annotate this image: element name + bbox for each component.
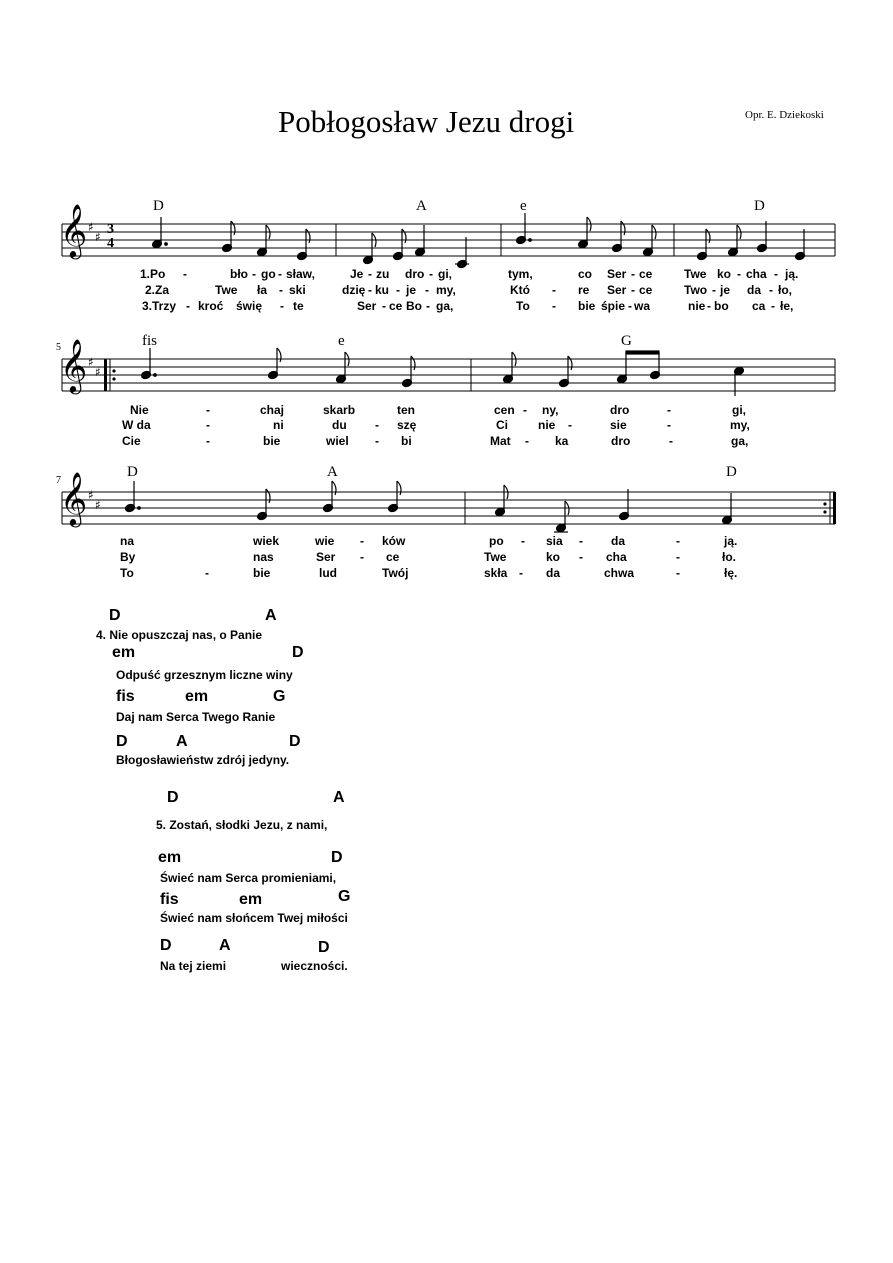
chord-symbol: em: [239, 891, 263, 908]
lyric-syllable: ka: [555, 434, 569, 448]
lyric-syllable: te: [293, 299, 304, 313]
sharp-icon: ♯: [88, 488, 94, 502]
lyric-syllable: Cie: [122, 434, 141, 448]
lyric-syllable: Je: [350, 267, 364, 281]
lyric-syllable: To: [120, 566, 134, 580]
lyric-syllable: ce: [386, 550, 400, 564]
lyric-hyphen: -: [579, 534, 583, 548]
lyric-syllable: ce: [639, 267, 653, 281]
lyric-hyphen: -: [429, 267, 433, 281]
lyric-syllable: wiek: [253, 534, 280, 548]
lyric-hyphen: -: [676, 550, 680, 564]
lyric-hyphen: -: [523, 403, 527, 417]
lyric-hyphen: -: [525, 434, 529, 448]
lyric-syllable: ten: [397, 403, 415, 417]
lyric-syllable: By: [120, 550, 136, 564]
chord-symbol: G: [621, 333, 632, 349]
lyric-syllable: Bo: [406, 299, 422, 313]
lyric-syllable: sław,: [286, 267, 315, 281]
chord-symbol: A: [265, 607, 277, 624]
sharp-icon: ♯: [88, 220, 94, 234]
lyric-hyphen: -: [360, 534, 364, 548]
verse-line: Świeć nam słońcem Twej miłości: [160, 911, 348, 925]
lyric-hyphen: -: [631, 283, 635, 297]
lyric-hyphen: -: [737, 267, 741, 281]
treble-clef-icon: 𝄞: [60, 203, 88, 257]
lyric-hyphen: -: [375, 434, 379, 448]
lyric-hyphen: -: [206, 403, 210, 417]
lyric-syllable: Ser: [607, 283, 627, 297]
lyric-syllable: lud: [319, 566, 337, 580]
lyric-syllable: tym,: [508, 267, 533, 281]
chord-symbol: D: [109, 607, 121, 624]
lyric-hyphen: -: [382, 299, 386, 313]
bar-lines: [62, 224, 835, 524]
lyric-hyphen: -: [568, 418, 572, 432]
lyric-syllable: dro: [611, 434, 631, 448]
lyric-hyphen: -: [667, 418, 671, 432]
sharp-icon: ♯: [95, 498, 101, 512]
treble-clef-icon: 𝄞: [60, 338, 88, 392]
lyric-hyphen: -: [631, 267, 635, 281]
lyric-syllable: ła: [257, 283, 268, 297]
verse-line: Błogosławieństw zdrój jedyny.: [116, 753, 290, 767]
lyric-syllable: chwa: [604, 566, 635, 580]
lyric-syllable: zu: [376, 267, 390, 281]
lyric-hyphen: -: [280, 299, 284, 313]
lyric-syllable: da: [747, 283, 762, 297]
lyric-syllable: ków: [382, 534, 406, 548]
lyric-syllable: nas: [253, 550, 274, 564]
chord-symbol: D: [127, 464, 138, 480]
sharp-icon: ♯: [95, 230, 101, 244]
lyric-syllable: łę.: [724, 566, 738, 580]
lyric-hyphen: -: [707, 299, 711, 313]
lyric-syllable: 2.Za: [145, 283, 170, 297]
lyric-syllable: W da: [122, 418, 151, 432]
lyric-syllable: Twe: [484, 550, 507, 564]
lyric-hyphen: -: [774, 267, 778, 281]
chord-symbol: G: [273, 688, 286, 705]
lyric-syllable: gi,: [732, 403, 746, 417]
notes: [125, 213, 806, 533]
song-title: Pobłogosław Jezu drogi: [278, 104, 575, 139]
lyric-syllable: da: [546, 566, 561, 580]
lyric-hyphen: -: [712, 283, 716, 297]
chord-symbol: D: [331, 849, 343, 866]
lyric-syllable: skła: [484, 566, 508, 580]
chord-symbol: A: [176, 733, 188, 750]
lyric-syllable: ją.: [785, 267, 799, 281]
chord-symbol: D: [754, 198, 765, 214]
lyric-syllable: bie: [578, 299, 596, 313]
lyric-syllable: szę: [397, 418, 417, 432]
chord-symbol: D: [160, 937, 172, 954]
lyric-hyphen: -: [676, 534, 680, 548]
arranger-credit: Opr. E. Dziekoski: [745, 109, 824, 121]
lyric-hyphen: -: [426, 299, 430, 313]
lyric-hyphen: -: [552, 283, 556, 297]
chord-symbol: D: [292, 644, 304, 661]
verse-line: Świeć nam Serca promieniami,: [160, 871, 337, 885]
chord-symbol: A: [416, 198, 427, 214]
lyric-hyphen: -: [676, 566, 680, 580]
lyric-syllable: go: [261, 267, 276, 281]
lyric-syllable: da: [611, 534, 626, 548]
chord-symbol: em: [112, 644, 136, 661]
lyric-syllable: ni: [273, 418, 284, 432]
lyric-syllable: wie: [315, 534, 335, 548]
lyric-hyphen: -: [279, 283, 283, 297]
lyric-syllable: sia: [546, 534, 563, 548]
lyric-syllable: ga,: [731, 434, 749, 448]
lyric-hyphen: -: [669, 434, 673, 448]
lyric-syllable: wa: [634, 299, 651, 313]
lyric-syllable: je: [720, 283, 731, 297]
lyric-syllable: wiel: [326, 434, 349, 448]
verse-line: wieczności.: [281, 959, 348, 973]
lyric-syllable: bie: [253, 566, 271, 580]
lyric-syllable: Ser: [607, 267, 627, 281]
lyric-hyphen: -: [396, 283, 400, 297]
lyric-syllable: ce: [639, 283, 653, 297]
chord-symbol: e: [338, 333, 345, 349]
lyric-syllable: cen: [494, 403, 515, 417]
lyric-hyphen: -: [206, 418, 210, 432]
chord-symbol: D: [167, 789, 179, 806]
lyric-syllable: ce: [389, 299, 403, 313]
lyric-hyphen: -: [519, 566, 523, 580]
lyric-hyphen: -: [278, 267, 282, 281]
measure-number: 7: [56, 475, 61, 486]
lyric-syllable: je: [406, 283, 417, 297]
chord-symbol: D: [153, 198, 164, 214]
lyric-syllable: dzię: [342, 283, 366, 297]
lyric-syllable: kroć: [198, 299, 224, 313]
sharp-icon: ♯: [95, 365, 101, 379]
lyric-syllable: co: [578, 267, 593, 281]
lyric-syllable: ło.: [722, 550, 736, 564]
time-signature-bottom: 4: [107, 236, 114, 251]
lyric-syllable: To: [516, 299, 530, 313]
verse-line: 4. Nie opuszczaj nas, o Panie: [96, 628, 263, 642]
lyric-syllable: re: [578, 283, 590, 297]
lyric-hyphen: -: [206, 434, 210, 448]
lyric-syllable: skarb: [323, 403, 356, 417]
lyric-syllable: nie: [538, 418, 556, 432]
lyric-syllable: ją.: [724, 534, 738, 548]
lyric-syllable: Twój: [382, 566, 409, 580]
lyric-syllable: my,: [730, 418, 750, 432]
lyric-syllable: ko: [546, 550, 561, 564]
chord-symbol: em: [185, 688, 209, 705]
lyric-syllable: bie: [263, 434, 281, 448]
lyric-syllable: du: [332, 418, 347, 432]
lyric-syllable: 3.Trzy: [142, 299, 177, 313]
chord-symbol: fis: [160, 891, 179, 908]
measure-number: 5: [56, 342, 61, 353]
lyric-hyphen: -: [521, 534, 525, 548]
lyric-hyphen: -: [205, 566, 209, 580]
lyric-hyphen: -: [186, 299, 190, 313]
lyric-syllable: ski: [289, 283, 306, 297]
chord-symbol: A: [333, 789, 345, 806]
lyric-syllable: na: [120, 534, 135, 548]
chord-symbol: e: [520, 198, 527, 214]
lyric-syllable: nie: [688, 299, 706, 313]
lyric-syllable: Mat: [490, 434, 511, 448]
lyric-syllable: świę: [236, 299, 263, 313]
lyric-hyphen: -: [183, 267, 187, 281]
sharp-icon: ♯: [88, 355, 94, 369]
lyric-syllable: ga,: [436, 299, 454, 313]
chord-symbol: em: [158, 849, 182, 866]
lyric-hyphen: -: [628, 299, 632, 313]
lyric-syllable: Ci: [496, 418, 508, 432]
lyric-hyphen: -: [667, 403, 671, 417]
lyric-syllable: bi: [401, 434, 412, 448]
lyric-hyphen: -: [252, 267, 256, 281]
lyric-hyphen: -: [368, 267, 372, 281]
lyric-hyphen: -: [368, 283, 372, 297]
lyric-syllable: bło: [230, 267, 248, 281]
lyric-syllable: gi,: [438, 267, 452, 281]
lyric-syllable: bo: [714, 299, 729, 313]
lyric-hyphen: -: [771, 299, 775, 313]
chord-symbol: fis: [142, 333, 157, 349]
lyric-syllable: ło,: [778, 283, 792, 297]
lyric-syllable: Ser: [316, 550, 336, 564]
verse-line: Daj nam Serca Twego Ranie: [116, 710, 276, 724]
chord-symbol: D: [726, 464, 737, 480]
chord-symbol: D: [116, 733, 128, 750]
lyric-syllable: po: [489, 534, 504, 548]
lyric-hyphen: -: [552, 299, 556, 313]
lyric-syllable: cha: [746, 267, 767, 281]
lyric-syllable: łe,: [780, 299, 794, 313]
lyric-syllable: ny,: [542, 403, 559, 417]
lyric-syllable: cha: [606, 550, 627, 564]
lyric-syllable: Ser: [357, 299, 377, 313]
lyric-hyphen: -: [769, 283, 773, 297]
lyric-syllable: Któ: [510, 283, 530, 297]
treble-clef-icon: 𝄞: [60, 471, 88, 525]
lyric-syllable: 1.Po: [140, 267, 166, 281]
verse-line: Odpuść grzesznym liczne winy: [116, 668, 293, 682]
chord-symbol: G: [338, 888, 351, 905]
verse-line: 5. Zostań, słodki Jezu, z nami,: [156, 818, 328, 832]
lyric-hyphen: -: [360, 550, 364, 564]
lyric-hyphen: -: [425, 283, 429, 297]
chord-symbol: A: [327, 464, 338, 480]
lyric-syllable: my,: [436, 283, 456, 297]
lyric-syllable: sie: [610, 418, 627, 432]
lyric-hyphen: -: [375, 418, 379, 432]
lyric-syllable: Two: [684, 283, 708, 297]
lyric-syllable: dro: [610, 403, 630, 417]
chord-symbol: D: [318, 939, 330, 956]
chord-symbol: D: [289, 733, 301, 750]
time-signature-top: 3: [107, 222, 114, 237]
lyric-syllable: Twe: [684, 267, 707, 281]
lyric-syllable: ca: [752, 299, 766, 313]
lyric-syllable: śpie: [601, 299, 626, 313]
lyric-syllable: dro: [405, 267, 425, 281]
lyric-syllable: chaj: [260, 403, 285, 417]
lyric-syllable: Nie: [130, 403, 149, 417]
lyric-syllable: Twe: [215, 283, 238, 297]
verse-line: Na tej ziemi: [160, 959, 227, 973]
staff-lines: [62, 224, 835, 524]
lyric-syllable: ku: [375, 283, 390, 297]
chord-symbol: fis: [116, 688, 135, 705]
chord-symbol: A: [219, 937, 231, 954]
lyric-syllable: ko: [717, 267, 732, 281]
lyric-hyphen: -: [579, 550, 583, 564]
